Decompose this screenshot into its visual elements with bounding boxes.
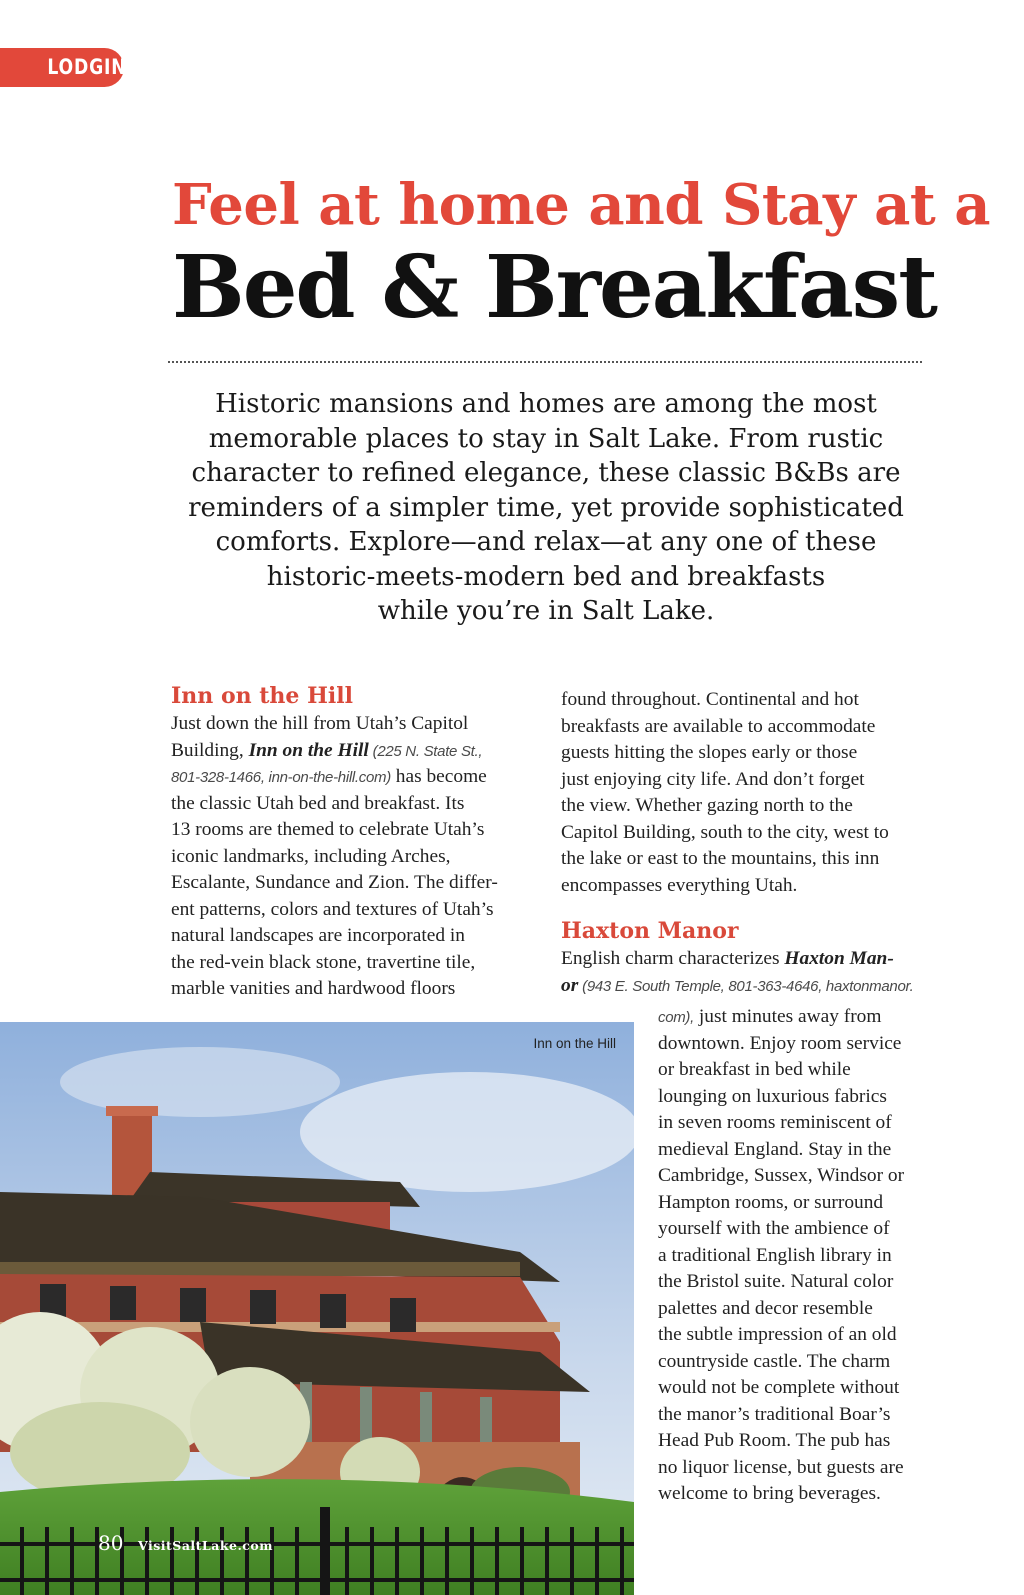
body-line [561, 973, 926, 1000]
body-line [171, 764, 541, 791]
body-line: yourself with the ambience of [658, 1218, 890, 1239]
mansion-illustration [0, 1022, 634, 1595]
inn-heading: Inn on the Hill [171, 683, 353, 709]
haxton-name: Haxton Man- [784, 948, 894, 969]
body-line: encompasses everything Utah. [561, 874, 798, 896]
body-line: in seven rooms reminiscent of [658, 1112, 892, 1133]
body-line: a traditional English library in [658, 1244, 892, 1266]
body-line: the view. Whether gazing north to the [561, 795, 853, 816]
body-line [658, 1004, 928, 1031]
inn-name: Inn on the Hill [248, 739, 369, 761]
body-line: the red-vein black stone, travertine tile, [171, 951, 476, 973]
body-line: Just down the hill from Utah’s Capitol [171, 713, 469, 734]
body-line: Capitol Building, south to the city, west to [561, 821, 889, 843]
intro-line: comforts. Explore—and relax—at any one of these [215, 527, 877, 557]
body-line: the Bristol suite. Natural color [658, 1271, 894, 1292]
body-line: palettes and decor resemble [658, 1297, 873, 1319]
site-url: VisitSaltLake.com [138, 1538, 273, 1553]
body-line: or breakfast in bed while [658, 1059, 851, 1080]
body-line: Hampton rooms, or surround [658, 1191, 884, 1213]
body-line: natural landscapes are incorporated in [171, 925, 465, 946]
inn-address: (225 N. State St., [368, 742, 483, 760]
right-column [561, 687, 926, 999]
body-line: breakfasts are available to accommodate [561, 715, 876, 737]
inn-contact: 801-328-1466, inn-on-the-hill.com) [171, 769, 391, 786]
body-line: ent patterns, colors and textures of Utah’s [171, 898, 494, 920]
inn-section [171, 681, 541, 1003]
body-text: just minutes away from [694, 1006, 882, 1027]
body-text: English charm characterizes [561, 948, 785, 969]
body-line: Escalante, Sundance and Zion. The differ- [171, 872, 498, 893]
body-line: just enjoying city life. And don’t forget [561, 768, 865, 790]
intro-line: Historic mansions and homes are among the most [215, 389, 877, 419]
body-line: medieval England. Stay in the [658, 1138, 892, 1160]
haxton-name: or [561, 974, 579, 996]
body-line: the manor’s traditional Boar’s [658, 1403, 891, 1425]
body-line [171, 738, 541, 765]
body-line: found throughout. Continental and hot [561, 689, 859, 710]
intro-paragraph [172, 387, 920, 629]
body-line: lounging on luxurious fabrics [658, 1085, 887, 1107]
intro-line: historic-meets-modern bed and breakfasts [266, 561, 826, 592]
body-line: downtown. Enjoy room service [658, 1032, 902, 1054]
body-text: has become [390, 766, 487, 787]
body-line: Head Pub Room. The pub has [658, 1430, 891, 1451]
photo-caption: Inn on the Hill [533, 1036, 616, 1051]
haxton-address: (943 E. South Temple, 801-363-4646, haxtonmanor. [578, 977, 914, 995]
body-line: the subtle impression of an old [658, 1324, 897, 1345]
section-tag: LODGING [0, 48, 124, 87]
body-line: the lake or east to the mountains, this inn [561, 848, 880, 869]
body-line: countryside castle. The charm [658, 1350, 891, 1372]
intro-line: memorable places to stay in Salt Lake. From rustic [208, 423, 884, 454]
body-line: 13 rooms are themed to celebrate Utah’s [171, 819, 485, 840]
haxton-contact: com), [658, 1009, 695, 1026]
body-line: welcome to bring beverages. [658, 1483, 881, 1504]
article-headline: Bed & Breakfast [172, 237, 936, 338]
body-line [561, 946, 926, 973]
page-number: 80 [98, 1531, 124, 1555]
body-line: guests hitting the slopes early or those [561, 742, 858, 763]
body-line: marble vanities and hardwood floors [171, 978, 456, 999]
body-line: would not be complete without [658, 1377, 900, 1398]
body-text: Building, [171, 739, 249, 761]
intro-line: while you’re in Salt Lake. [377, 596, 715, 626]
body-line: Cambridge, Sussex, Windsor or [658, 1165, 905, 1186]
body-line: the classic Utah bed and breakfast. Its [171, 792, 465, 814]
article-kicker: Feel at home and Stay at a [172, 172, 991, 238]
haxton-narrow-column [658, 1004, 928, 1508]
dotted-divider [168, 361, 922, 363]
haxton-heading: Haxton Manor [561, 918, 739, 944]
body-line: no liquor license, but guests are [658, 1456, 904, 1478]
inn-on-the-hill-photo [0, 1022, 634, 1595]
body-line: iconic landmarks, including Arches, [171, 845, 451, 867]
intro-line: character to refined elegance, these classic B&Bs are [191, 458, 901, 488]
intro-line: reminders of a simpler time, yet provide sophisticated [188, 492, 904, 523]
